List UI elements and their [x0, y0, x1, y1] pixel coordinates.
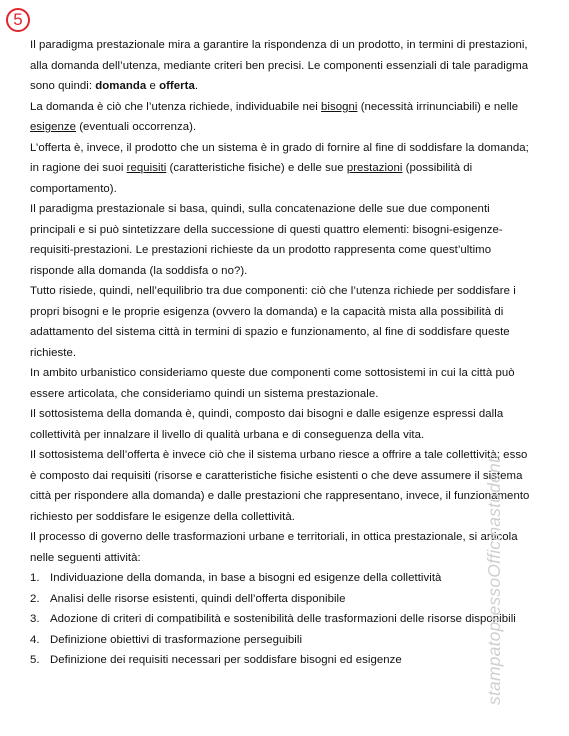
- list-item-text: Individuazione della domanda, in base a bisogni ed esigenze della collettività: [50, 572, 442, 584]
- term-requisiti: requisiti: [126, 162, 167, 174]
- list-number: 1.: [30, 572, 40, 584]
- list-item-text: Definizione dei requisiti necessari per soddisfare bisogni ed esigenze: [50, 654, 402, 666]
- list-item: [30, 568, 535, 589]
- text-run: L’offerta è, invece, il prodotto che un sistema è in grado di fornire al fine di soddisfare la domanda; in ragione dei suoi: [30, 141, 529, 174]
- term-offerta: offerta: [159, 80, 195, 92]
- paragraph-offerta: [30, 138, 535, 200]
- list-item: [30, 609, 535, 630]
- list-number: 5.: [30, 654, 40, 666]
- page-number-badge: 5: [6, 8, 30, 32]
- text-run: (caratteristiche fisiche) e delle sue: [166, 162, 347, 174]
- paragraph-processo-governo: Il processo di governo delle trasformazioni urbane e territoriali, in ottica prestazionale, si articola nelle seguenti attività:: [30, 531, 518, 564]
- list-item-text: Definizione obiettivi di trasformazione perseguibili: [50, 633, 303, 646]
- text-run: La domanda è ciò che l’utenza richiede, individuabile nei: [30, 100, 322, 113]
- list-item-text: Analisi delle risorse esistenti, quindi dell’offerta disponibile: [50, 592, 346, 605]
- text-run: (possibilità di comportamento).: [30, 162, 473, 195]
- text-run: (eventuali occorrenza).: [76, 121, 197, 133]
- paragraph-concatenazione: Il paradigma prestazionale si basa, quindi, sulla concatenazione delle sue due componenti principali e si può sintetizzare della successione di questi quattro elementi: bisogni-esigenze-requisiti-prestazioni. Le prestazioni richieste da un prodotto rappresenta come quest’ultimo risponde alla domanda (la soddisfa o no?).: [30, 203, 503, 277]
- paragraph-sottosistema-domanda: Il sottosistema della domanda è, quindi, composto dai bisogni e dalle esigenze espressi dalla collettività per innalzare il livello di qualità urbana e di conseguenza della vita.: [30, 408, 504, 441]
- list-number: 2.: [30, 592, 40, 605]
- text-run: .: [194, 80, 199, 92]
- list-number: 4.: [30, 633, 40, 646]
- text-run: (necessità irrinunciabili) e nelle: [357, 100, 519, 113]
- document-body: [30, 35, 535, 671]
- term-bisogni: bisogni: [321, 100, 358, 113]
- list-item: [30, 650, 535, 671]
- list-item: [30, 589, 535, 610]
- term-prestazioni: prestazioni: [346, 162, 403, 174]
- text-run: Il paradigma prestazionale mira a garantire la rispondenza di un prodotto, in termini di prestazioni, alla domanda dell’utenza, mediante criteri ben precisi. Le componenti essenziali di tale paradigma sono quindi:: [30, 39, 529, 92]
- paragraph-sottosistema-offerta: Il sottosistema dell’offerta è invece ciò che il sistema urbano riesce a offrire a tale collettività; esso è composto dai requisiti (risorse e caratteristiche fisiche esistenti o che deve assumere il sistema città per rispondere alla domanda) e dalle prestazioni che rappresentano, invece, il funzionamento richiesto per soddisfare le esigenze della collettività.: [30, 449, 530, 523]
- list-item-text: Adozione di criteri di compatibilità e sostenibilità delle trasformazioni delle risorse disponibili: [50, 613, 516, 625]
- paragraph-domanda: [30, 97, 535, 138]
- list-item: [30, 630, 535, 651]
- list-number: 3.: [30, 613, 40, 625]
- activities-list: [30, 568, 535, 671]
- paragraph-ambito-urbanistico: In ambito urbanistico consideriamo queste due componenti come sottosistemi in cui la città può essere articolata, che consideriamo quindi un sistema prestazionale.: [30, 367, 515, 400]
- term-domanda: domanda: [95, 80, 147, 92]
- text-run: e: [146, 80, 160, 92]
- paragraph-paradigm-intro: [30, 35, 535, 97]
- paragraph-equilibrio: Tutto risiede, quindi, nell’equilibrio tra due componenti: ciò che l’utenza richiede per soddisfare i propri bisogni e le proprie esigenza (ovvero la domanda) e la capacità mista alla possibilità di adattamento del sistema città in termini di spazio e funzionamento, al fine di soddisfare queste richieste.: [30, 285, 516, 359]
- watermark: stampatopressoOfficinastudenti: [484, 453, 504, 705]
- term-esigenze: esigenze: [30, 121, 76, 133]
